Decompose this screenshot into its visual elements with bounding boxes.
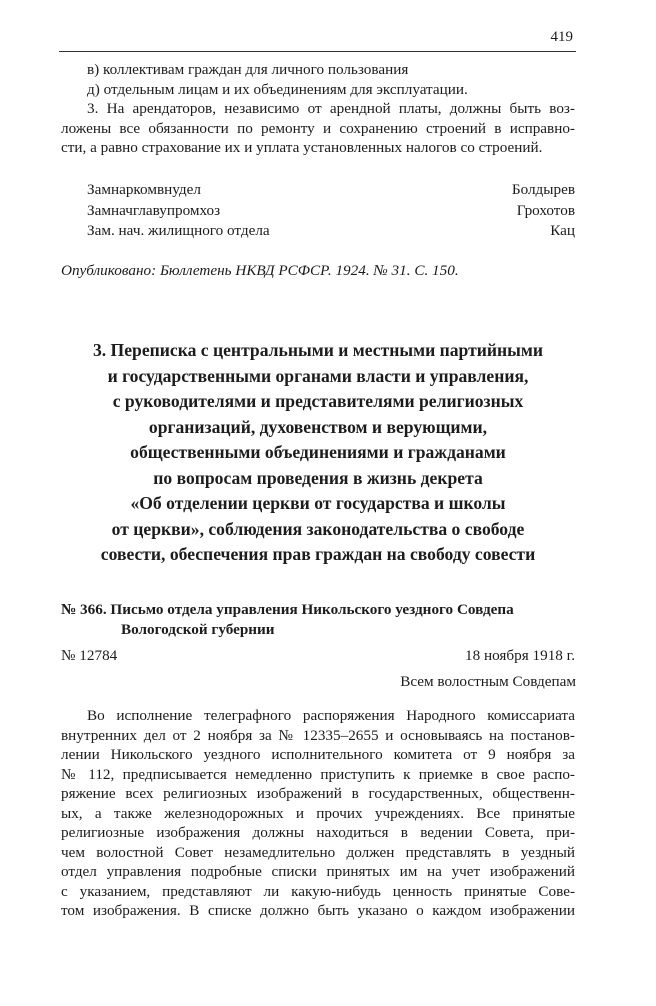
clause-line: сти, а равно страхование их и уплата установленных налогов со строений. [61, 139, 543, 156]
document-meta [61, 647, 575, 665]
body-line: № 112, предписывается немедленно приступить к приемке в свое распо- [61, 765, 575, 783]
body-line: религиозные изображения должны находиться в ведении Совета, при- [61, 824, 575, 841]
heading-line: общественными объединениями и гражданами [130, 442, 506, 462]
header-rule [59, 51, 576, 52]
signature-name: Грохотов [516, 201, 575, 219]
signature-row [61, 221, 575, 241]
list-item: д) отдельным лицам и их объединениям для эксплуатации. [87, 80, 468, 98]
heading-line: и государственными органами власти и управления, [107, 365, 529, 386]
document-title [61, 600, 575, 639]
body-line: лении Никольского уездного исполнительного комитета от 9 ноября за [61, 746, 575, 763]
publication-note: Опубликовано: Бюллетень НКВД РСФСР. 1924. № 31. С. 150. [61, 262, 459, 279]
heading-line: 3. Переписка с центральными и местными партийными [92, 340, 544, 360]
signature-row [61, 180, 575, 200]
signature-name: Кац [550, 222, 575, 239]
section-heading [40, 338, 596, 568]
body-line: чем волостной Совет незамедлительно должен представлять в уездный [61, 843, 575, 861]
body-line: Во исполнение телеграфного распоряжения Народного комиссариата [87, 707, 575, 724]
document-title-line: № 366. Письмо отдела управления Никольского уездного Совдепа [61, 601, 514, 618]
body-line: с указанием, представляют ли какую-нибудь ценность принятые Сове- [61, 882, 575, 900]
signature-position: Замначглавупромхоз [87, 201, 221, 219]
body-line: том изображения. В списке должно быть указано о каждом изображении [61, 902, 575, 919]
signature-position: Зам. нач. жилищного отдела [87, 222, 270, 239]
signature-position: Замнаркомвнудел [87, 181, 201, 198]
signature-row [61, 201, 575, 221]
document-body [61, 706, 575, 921]
heading-line: от церкви», соблюдения законодательства о свободе [111, 518, 525, 539]
document-date: 18 ноября 1918 г. [465, 647, 575, 664]
signature-name: Болдырев [511, 181, 575, 198]
heading-line: с руководителями и представителями религиозных [112, 391, 524, 411]
clause-3 [61, 99, 575, 158]
body-line: ых, а также железнодорожных и прочих учреждениях. Все принятые [61, 804, 575, 822]
heading-line: совести, обеспечения прав граждан на свободу совести [100, 544, 536, 564]
list-block [61, 60, 575, 99]
body-line: внутренних дел от 2 ноября за № 12335–2655 и основываясь на постанов- [61, 726, 575, 744]
document-number: № 12784 [61, 647, 118, 664]
page-number: 419 [550, 29, 573, 45]
heading-line: по вопросам проведения в жизнь декрета [153, 467, 483, 488]
document-title-line: Вологодской губернии [121, 620, 275, 638]
heading-line: «Об отделении церкви от государства и школы [130, 493, 506, 513]
signature-block [61, 180, 575, 241]
document-addressee: Всем волостным Совдепам [400, 673, 576, 690]
body-line: ряжение всех религиозных изображений в государственных, общественн- [61, 785, 575, 802]
clause-line: 3. На арендаторов, независимо от арендной платы, должны быть воз- [87, 100, 575, 117]
clause-line: ложены все обязанности по ремонту и сохранению строений в исправно- [61, 119, 575, 137]
body-line: отдел управления подробные списки принятых им на учет изображений [61, 863, 575, 880]
list-item: в) коллективам граждан для личного пользования [87, 61, 409, 78]
heading-line: организаций, духовенством и верующими, [148, 416, 488, 437]
